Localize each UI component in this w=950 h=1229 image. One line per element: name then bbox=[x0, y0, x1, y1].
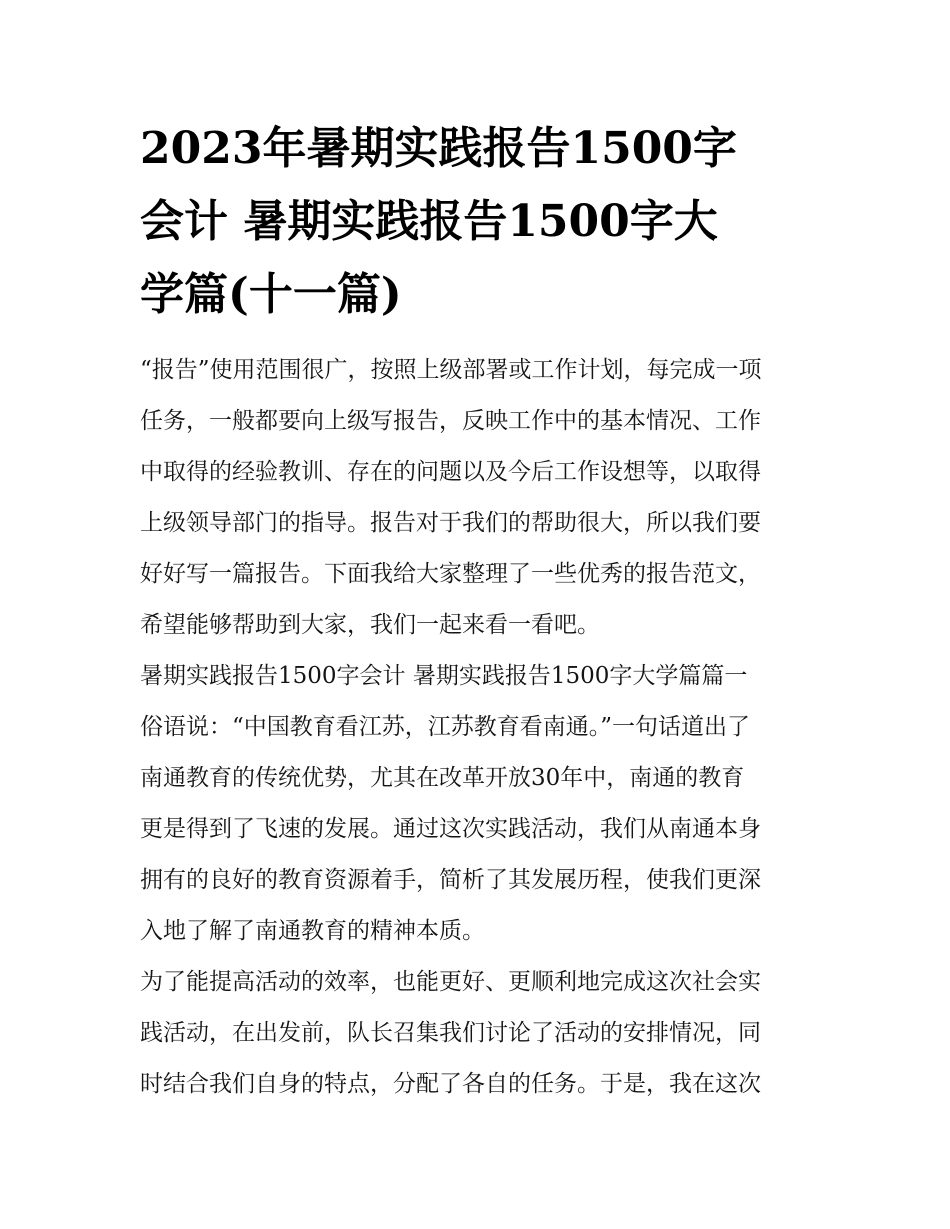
text-line: “报告”使用范围很广，按照上级部署或工作计划，每完成一项 bbox=[140, 357, 762, 383]
body-paragraph bbox=[140, 702, 812, 957]
text-line: 暑期实践报告1500字会计 暑期实践报告1500字大学篇篇一 bbox=[140, 663, 748, 689]
document-body bbox=[140, 112, 812, 1110]
text-line: 上级领导部门的指导。报告对于我们的帮助很大，所以我们要 bbox=[140, 510, 761, 536]
text-line: 中取得的经验教训、存在的问题以及今后工作设想等，以取得 bbox=[140, 459, 761, 485]
text-line: 希望能够帮助到大家，我们一起来看一看吧。 bbox=[140, 612, 600, 638]
text-line: 拥有的良好的教育资源着手，简析了其发展历程，使我们更深 bbox=[140, 867, 761, 893]
intro-paragraph bbox=[140, 345, 812, 651]
text-line: 任务，一般都要向上级写报告，反映工作中的基本情况、工作 bbox=[140, 408, 761, 434]
text-line: 践活动，在出发前，队长召集我们讨论了活动的安排情况，同 bbox=[140, 1020, 761, 1046]
text-line: 时结合我们自身的特点，分配了各自的任务。于是，我在这次 bbox=[140, 1071, 761, 1097]
text-line: 俗语说：“中国教育看江苏，江苏教育看南通。”一句话道出了 bbox=[140, 714, 751, 740]
document-title bbox=[140, 112, 812, 331]
title-line: 学篇(十一篇) bbox=[140, 269, 402, 320]
title-line: 2023年暑期实践报告1500字 bbox=[140, 123, 737, 174]
text-line: 入地了解了南通教育的精神本质。 bbox=[140, 918, 485, 944]
text-line: 南通教育的传统优势，尤其在改革开放30年中，南通的教育 bbox=[140, 765, 745, 791]
section-heading bbox=[140, 651, 812, 702]
text-line: 好好写一篇报告。下面我给大家整理了一些优秀的报告范文， bbox=[140, 561, 761, 587]
text-line: 更是得到了飞速的发展。通过这次实践活动，我们从南通本身 bbox=[140, 816, 761, 842]
body-paragraph bbox=[140, 957, 812, 1110]
title-line: 会计 暑期实践报告1500字大 bbox=[140, 196, 718, 247]
text-line: 为了能提高活动的效率，也能更好、更顺利地完成这次社会实 bbox=[140, 969, 761, 995]
